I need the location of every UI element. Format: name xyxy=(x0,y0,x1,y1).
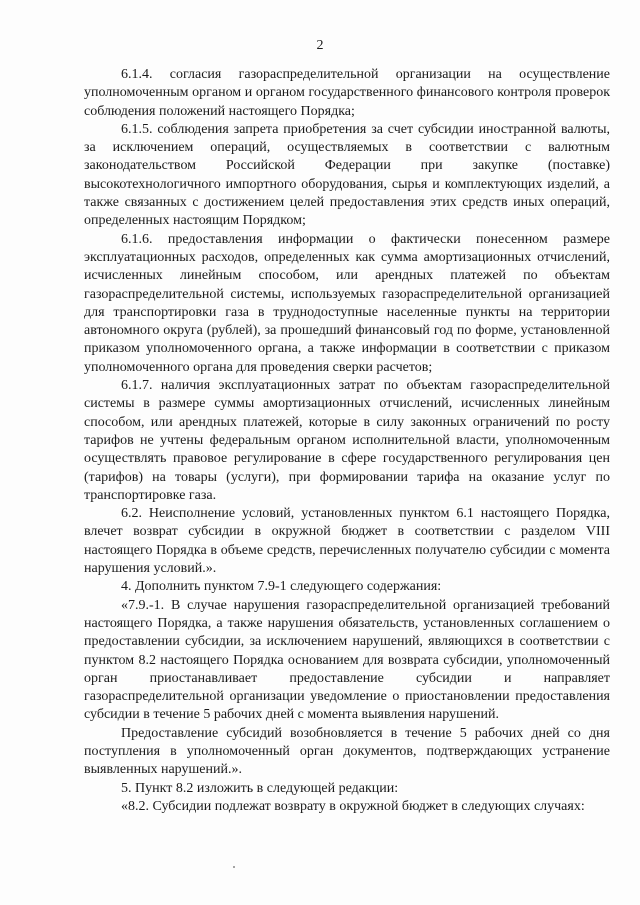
paragraph-resumption: Предоставление субсидий возобновляется в течение 5 рабочих дней со дня поступления в уполномоченный орган документов, подтверждающих устранение выявленных нарушений.». xyxy=(84,725,610,778)
paragraph-6-1-4: 6.1.4. согласия газораспределительной организации на осуществление уполномоченным органом и органом государственного финансового контроля проверок соблюдения положений настоящего Порядка; xyxy=(84,67,610,119)
scan-speck xyxy=(233,866,235,868)
paragraph-item-5: 5. Пункт 8.2 изложить в следующей редакции: xyxy=(121,780,399,796)
paragraph-6-1-5: 6.1.5. соблюдения запрета приобретения за счет субсидии иностранной валюты, за исключением операций, осуществляемых в соответствии с валютным законодательством Российской Федерации при закупке (поставке) высокотехнологичного импортного оборудования, сырья и комплектующих изделий, а также связанных с достижением целей предоставления этих средств иных операций, определенных настоящим Порядком; xyxy=(84,121,610,229)
paragraph-8-2: «8.2. Субсидии подлежат возврату в окружной бюджет в следующих случаях: xyxy=(121,798,585,814)
paragraph-6-1-7: 6.1.7. наличия эксплуатационных затрат по объектам газораспределительной системы в размере суммы амортизационных отчислений, исчисленных линейным способом, или арендных платежей, которые в силу законных ограничений по росту тарифов не учтены федеральным органом исполнительной власти, уполномоченным осуществлять правовое регулирование в сфере государственного регулирования цен (тарифов) на товары (услуги), при формировании тарифа на оказание услуг по транспортировке газа. xyxy=(84,378,610,503)
paragraph-6-1-6: 6.1.6. предоставления информации о фактически понесенном размере эксплуатационных расходов, определенных как сумма амортизационных отчислений, исчисленных линейным способом, или арендных платежей по объектам газораспределительной системы, используемых газораспределительной организацией для транспортировки газа в труднодоступные населенные пункты на территории автономного округа (рублей), за прошедший финансовый год по форме, установленной приказом уполномоченного органа, а также информации в соответствии с приказом уполномоченного органа для проведения сверки расчетов; xyxy=(84,231,610,375)
paragraph-7-9-1: «7.9.-1. В случае нарушения газораспределительной организацией требований настоящего Порядка, а также нарушения обязательств, установленных соглашением о предоставлении субсидии, за исключением нарушений, являющихся в соответствии с пунктом 8.2 настоящего Порядка основанием для возврата субсидии, уполномоченный орган приостанавливает предоставление субсидии и направляет газораспределительной организации уведомление о приостановлении предоставления субсидии в течение 5 рабочих дней с момента выявления нарушений. xyxy=(84,597,610,723)
page-number: 2 xyxy=(316,38,324,53)
paragraph-item-4: 4. Дополнить пунктом 7.9-1 следующего содержания: xyxy=(121,579,442,595)
document-body xyxy=(84,66,610,816)
paragraph-6-2: 6.2. Неисполнение условий, установленных пунктом 6.1 настоящего Порядка, влечет возврат субсидии в окружной бюджет в соответствии с разделом VIII настоящего Порядка в объеме средств, перечисленных получателю субсидии с момента нарушения условий.». xyxy=(84,506,610,577)
